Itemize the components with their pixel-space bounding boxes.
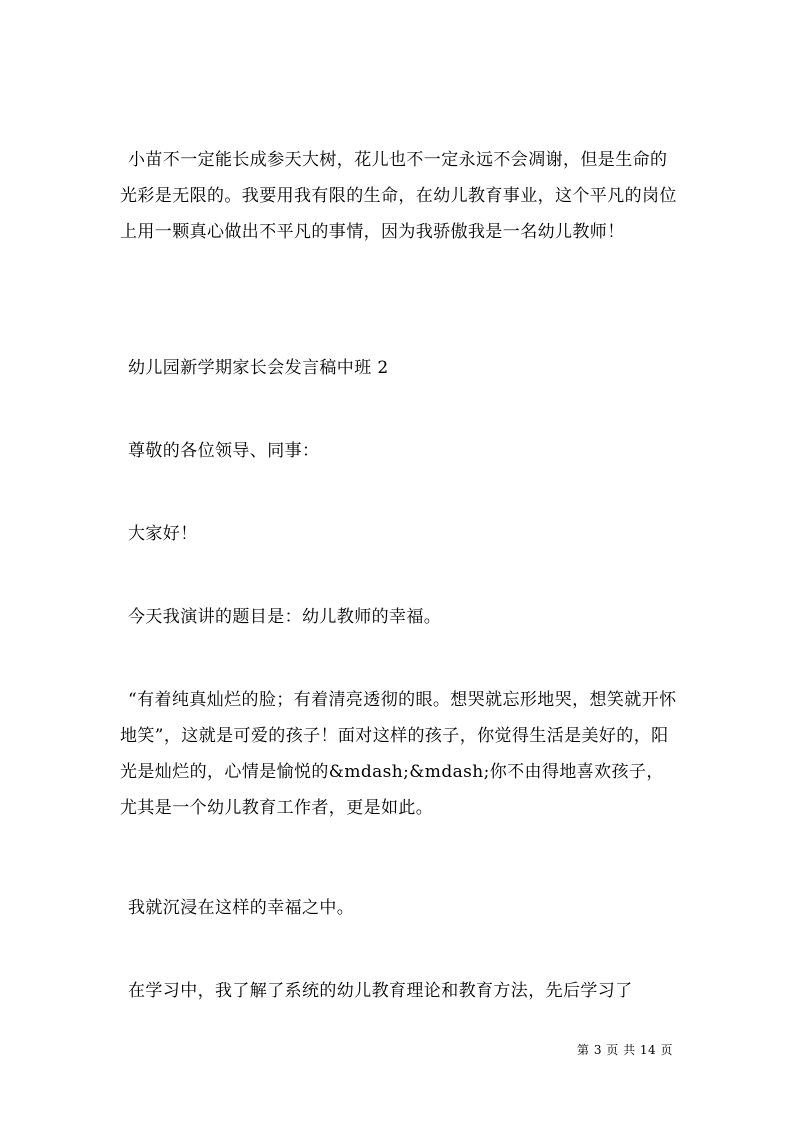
paragraph-immersed-text: 我就沉浸在这样的幸福之中。 <box>128 898 355 918</box>
paragraph-quote-text: “有着纯真灿烂的脸；有着清亮透彻的眼。想哭就忘形地哭，想笑就开怀地笑”，这就是可爱的孩子！面对这样的孩子，你觉得生活是美好的，阳光是灿烂的，心情是愉悦的&mdash;&mdash;你不由得地喜欢孩子，尤其是一个幼儿教育工作者，更是如此。 <box>120 690 677 818</box>
salutation-text: 尊敬的各位领导、同事： <box>128 441 320 461</box>
speech-topic-text: 今天我演讲的题目是：幼儿教师的幸福。 <box>128 607 442 627</box>
paragraph-immersed <box>120 890 680 926</box>
speech-topic <box>120 599 680 635</box>
salutation <box>120 433 680 469</box>
section-heading <box>120 350 680 386</box>
paragraph-quote <box>120 682 680 826</box>
paragraph-study-text: 在学习中，我了解了系统的幼儿教育理论和教育方法，先后学习了 <box>128 981 633 1001</box>
page-number-footer: 第 3 页 共 14 页 <box>577 1043 673 1057</box>
greeting-text: 大家好！ <box>128 524 198 544</box>
paragraph-1 <box>120 142 680 250</box>
paragraph-1-text: 小苗不一定能长成参天大树，花儿也不一定永远不会凋谢，但是生命的光彩是无限的。我要用我有限的生命，在幼儿教育事业，这个平凡的岗位上用一颗真心做出不平凡的事情，因为我骄傲我是一名幼儿教师！ <box>120 150 677 242</box>
greeting <box>120 516 680 552</box>
section-heading-text: 幼儿园新学期家长会发言稿中班 2 <box>128 358 389 378</box>
paragraph-study <box>120 973 680 1009</box>
